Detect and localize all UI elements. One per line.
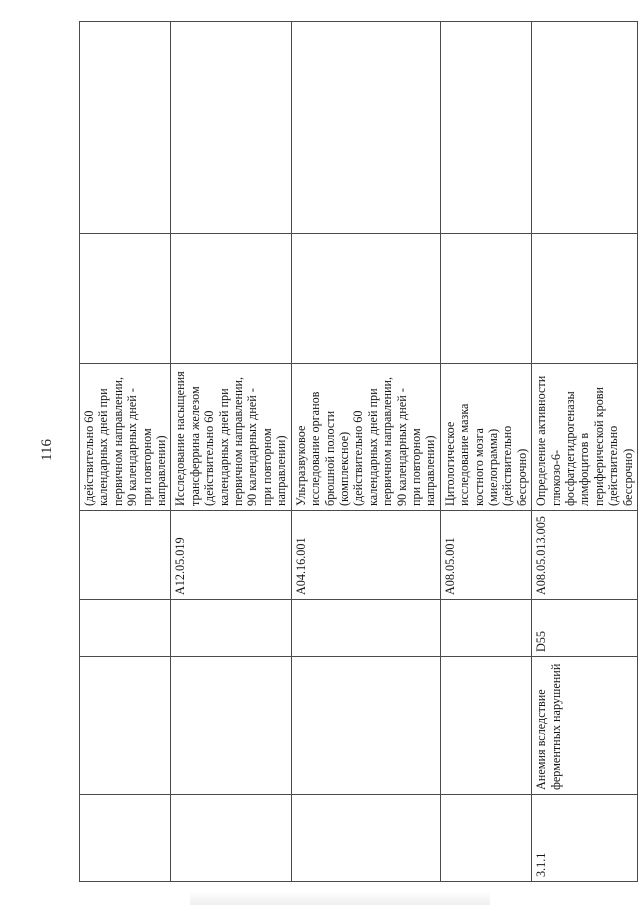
empty-cell — [440, 22, 531, 234]
table-row — [291, 22, 440, 882]
number-cell — [440, 795, 531, 882]
services-table — [79, 21, 638, 882]
service-name-cell — [291, 364, 440, 511]
service-name: Определение активности глюкозо-6-фосфатдегидрогеназы лимфоцитов в периферической крови (действительно бессрочно) — [534, 375, 635, 506]
table-row — [440, 22, 531, 882]
icd-code-cell — [80, 600, 171, 657]
empty-cell — [171, 22, 291, 234]
rotated-table-container — [79, 22, 635, 882]
diagnosis-cell — [291, 657, 440, 795]
service-name: Исследование насыщения трансферрина железом (действительно 60 календарных дней при первичном направлении, 90 календарных дней - при повторном направлении) — [173, 371, 289, 506]
table-row — [532, 22, 638, 882]
icd-code: D55 — [534, 631, 549, 652]
icd-code-cell — [440, 600, 531, 657]
service-name-cell — [80, 364, 171, 511]
empty-cell — [80, 22, 171, 234]
service-code: A08.05.013.005 — [534, 516, 549, 595]
empty-cell — [291, 22, 440, 234]
service-code: A04.16.001 — [293, 537, 308, 595]
icd-code-cell — [532, 600, 638, 657]
table-row — [80, 22, 171, 882]
diagnosis-cell — [80, 657, 171, 795]
service-name: (действительно 60 календарных дней при первичном направлении, 90 календарных дней - при повторном направлении) — [82, 376, 169, 506]
service-code: A12.05.019 — [173, 537, 188, 595]
table-row — [171, 22, 291, 882]
icd-code-cell — [291, 600, 440, 657]
row-number: 3.1.1 — [534, 852, 549, 877]
diagnosis-cell — [440, 657, 531, 795]
empty-cell — [80, 234, 171, 364]
page-number: 116 — [39, 439, 55, 461]
service-code-cell — [532, 511, 638, 600]
service-name-cell — [532, 364, 638, 511]
number-cell — [532, 795, 638, 882]
service-code-cell — [440, 511, 531, 600]
empty-cell — [291, 234, 440, 364]
icd-code-cell — [171, 600, 291, 657]
number-cell — [171, 795, 291, 882]
service-code: A08.05.001 — [442, 537, 457, 595]
number-cell — [291, 795, 440, 882]
scan-edge-shadow — [190, 891, 490, 905]
empty-cell — [532, 234, 638, 364]
service-code-cell — [80, 511, 171, 600]
number-cell — [80, 795, 171, 882]
service-name-cell — [440, 364, 531, 511]
service-code-cell — [171, 511, 291, 600]
service-code-cell — [291, 511, 440, 600]
empty-cell — [171, 234, 291, 364]
service-name-cell — [171, 364, 291, 511]
empty-cell — [440, 234, 531, 364]
service-name: Ультразвуковое исследование органов брюшной полости (комплексное) (действительно 60 календарных дней при первичном направлении, 90 календарных дней - при повторном направлении) — [293, 376, 438, 506]
empty-cell — [532, 22, 638, 234]
diagnosis-name: Анемия вследствие ферментных нарушений — [534, 663, 563, 790]
diagnosis-cell — [532, 657, 638, 795]
service-name: Цитологическое исследование мазка костного мозга (миелограмма) (действительно бессрочно) — [442, 403, 529, 506]
diagnosis-cell — [171, 657, 291, 795]
